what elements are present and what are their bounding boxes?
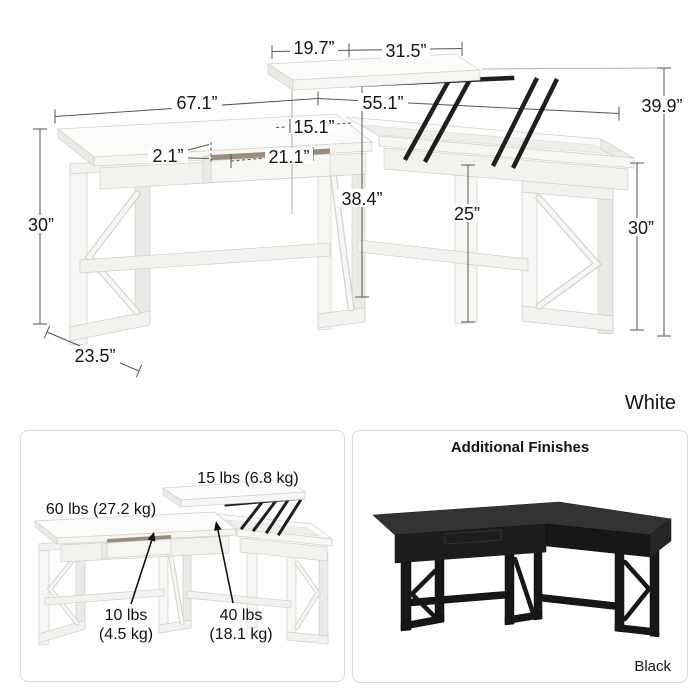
return-stretcher [358, 240, 528, 271]
weight-diagram [21, 431, 344, 681]
additional-finishes-panel [352, 430, 688, 683]
weight-label-lift-top: 15 lbs (6.8 kg) [197, 470, 299, 487]
weight-label-return-kg: (18.1 kg) [209, 626, 273, 643]
dim-return-length: 55.1” [362, 93, 404, 113]
weight-label-desktop: 60 lbs (27.2 kg) [45, 501, 157, 518]
black-desk-image [353, 431, 687, 682]
dim-desk-width: 67.1” [176, 93, 218, 113]
dim-desk-height-left: 30” [27, 215, 55, 235]
dim-drawer-front-height: 2.1” [152, 146, 184, 166]
dim-lift-top-right-width: 31.5” [385, 41, 427, 61]
dim-lift-top-left-width: 19.7” [293, 38, 335, 58]
return-back-leg [455, 166, 477, 324]
dim-desk-depth: 23.5” [74, 346, 116, 366]
dim-lift-surface-depth: 15.1” [293, 117, 335, 137]
dim-total-raised-height: 39.9” [641, 96, 683, 116]
finish-label-black: Black [634, 658, 671, 675]
return-tray [346, 117, 634, 190]
finishes-panel-title: Additional Finishes [450, 439, 590, 456]
black-desk-illustration [373, 502, 671, 637]
weight-capacity-panel [20, 430, 345, 682]
weight-label-return-lb: 40 lbs [219, 607, 263, 624]
dim-desk-height-right: 30” [627, 218, 655, 238]
finish-label-white: White [624, 392, 676, 414]
right-leg [522, 178, 613, 334]
white-desk-illustration [58, 114, 634, 345]
dim-knee-clearance: 25” [453, 204, 481, 224]
weight-label-drawer-kg: (4.5 kg) [98, 626, 154, 643]
dim-raised-top-height: 38.4” [341, 189, 383, 209]
weight-label-drawer-lb: 10 lbs [104, 607, 148, 624]
dim-drawer-width: 21.1” [268, 147, 310, 167]
main-stretcher [80, 243, 330, 273]
